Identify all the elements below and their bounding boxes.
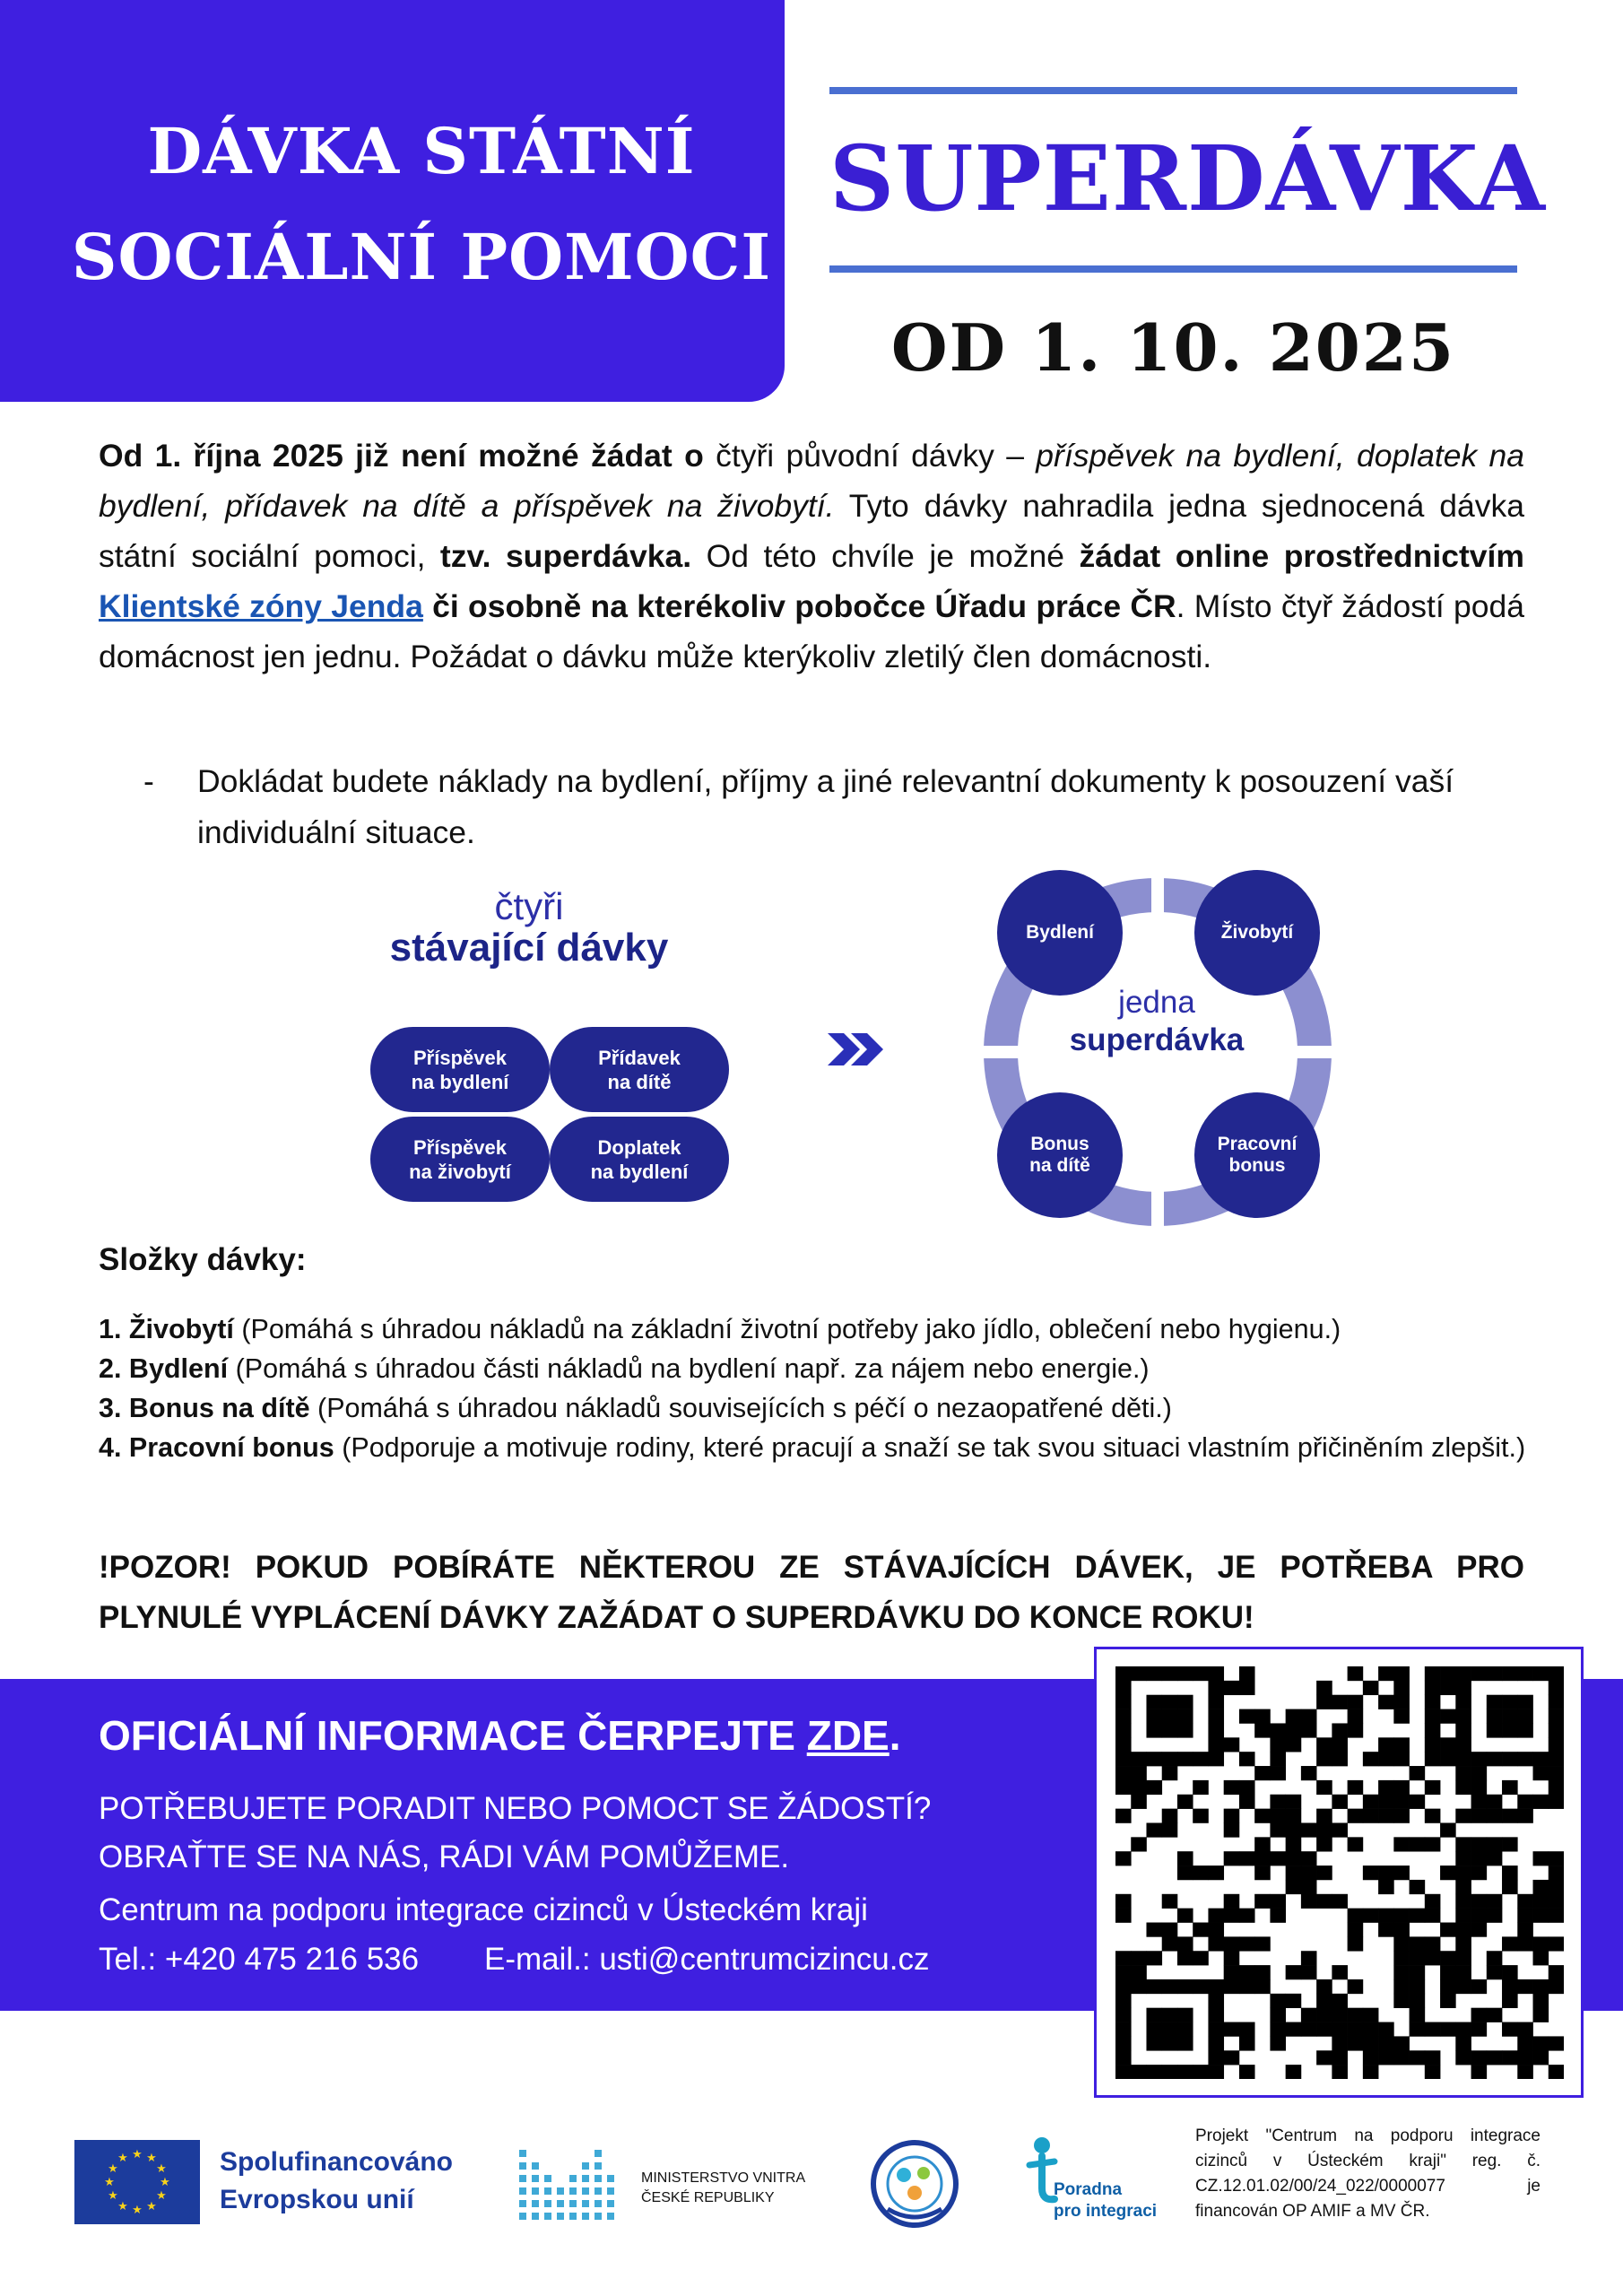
item-number: 2. [99, 1353, 122, 1384]
existing-benefits-label: stávající dávky [389, 926, 669, 970]
svg-text:★: ★ [108, 2162, 118, 2176]
item-name: Bonus na dítě [128, 1393, 310, 1423]
qr-code-icon[interactable] [1115, 1666, 1564, 2079]
ministry-logo-icon [516, 2139, 623, 2229]
need-help-text: POTŘEBUJETE PORADIT NEBO POMOCT SE ŽÁDOSTÍ? OBRAŤTE SE NA NÁS, RÁDI VÁM POMŮŽEME. [99, 1791, 932, 1874]
item-number: 3. [99, 1393, 122, 1423]
intro-paragraph [99, 430, 1524, 682]
ministry-line2: ČESKÉ REPUBLIKY [641, 2190, 775, 2205]
header-title [54, 99, 789, 310]
circle-line: Pracovní [1217, 1134, 1298, 1154]
official-info [99, 1711, 901, 1760]
list-item [99, 1388, 1533, 1428]
pill-line: Doplatek [597, 1135, 681, 1159]
ministry-line1: MINISTERSTVO VNITRA [641, 2170, 806, 2186]
circle-line: na dítě [1029, 1155, 1090, 1176]
circle-pracovni-bonus [1194, 1092, 1320, 1218]
phone-number: Tel.: +420 475 216 536 [99, 1942, 420, 1977]
bullet-dash: - [143, 763, 154, 799]
one-label: jedna [1118, 985, 1195, 1020]
centrum-cizincu-logo-icon [870, 2139, 959, 2229]
double-chevron-icon [820, 1013, 892, 1085]
svg-text:★: ★ [132, 2204, 143, 2217]
intro-bold-1: Od 1. října 2025 již není možné žádat o [99, 438, 704, 474]
pill-prispevek-zivobyti [370, 1117, 550, 1202]
pill-line: Příspěvek [413, 1046, 507, 1069]
svg-text:★: ★ [104, 2176, 115, 2189]
eu-line2: Evropskou unií [220, 2185, 414, 2214]
list-item [99, 1349, 1533, 1388]
bottom-divider [829, 265, 1517, 273]
eu-flag-icon [74, 2140, 200, 2224]
superdavka-label: superdávka [1069, 1022, 1245, 1057]
klientska-zona-link[interactable]: Klientské zóny Jenda [99, 588, 423, 624]
item-name: Bydlení [128, 1353, 229, 1384]
ministry-text [641, 2169, 805, 2208]
svg-text:★: ★ [156, 2189, 167, 2203]
circle-line: Bydlení [1026, 922, 1094, 943]
official-suffix: . [889, 1712, 901, 1759]
intro-bold-7: žádat online prostřednictvím [1079, 538, 1524, 574]
svg-text:★: ★ [108, 2189, 118, 2203]
svg-text:★: ★ [156, 2162, 167, 2176]
item-desc: (Pomáhá s úhradou nákladů souvisejících s péčí o nezaopatřené děti.) [309, 1393, 1172, 1423]
item-desc: (Pomáhá s úhradou části nákladů na bydlení např. za nájem nebo energie.) [228, 1353, 1150, 1384]
pill-line: na bydlení [411, 1070, 509, 1093]
svg-text:★: ★ [132, 2148, 143, 2161]
superdavka-heading: SUPERDÁVKA [829, 126, 1547, 231]
components-list [99, 1309, 1533, 1467]
svg-text:★: ★ [146, 2200, 157, 2213]
top-divider [829, 87, 1517, 94]
item-number: 4. [99, 1432, 122, 1463]
eu-cofinanced-text [220, 2144, 453, 2219]
item-number: 1. [99, 1314, 122, 1344]
bullet-text: Dokládat budete náklady na bydlení, příjmy a jiné relevantní dokumenty k posouzení vaší individuální situace. [197, 763, 1454, 850]
item-name: Pracovní bonus [128, 1432, 334, 1463]
svg-text:★: ★ [146, 2152, 157, 2165]
project-note: Projekt "Centrum na podporu integrace cizinců v Ústeckém kraji" reg. č. CZ.12.01.02/00/24_022/0000077 je financován OP AMIF a MV ČR. [1195, 2126, 1541, 2221]
pill-line: na bydlení [590, 1160, 689, 1183]
pill-prispevek-bydleni [370, 1027, 550, 1112]
circle-bonus-dite [997, 1092, 1123, 1218]
components-heading: Složky dávky: [99, 1242, 307, 1277]
effective-date: OD 1. 10. 2025 [890, 309, 1456, 386]
pill-line: na dítě [607, 1070, 672, 1093]
item-desc: (Podporuje a motivuje rodiny, které pracují a snaží se tak svou situaci vlastním přičiněním zlepšit.) [334, 1432, 1526, 1463]
pill-doplatek-bydleni [550, 1117, 729, 1202]
warning-notice: !POZOR! POKUD POBÍRÁTE NĚKTEROU ZE STÁVAJÍCÍCH DÁVEK, JE POTŘEBA PRO PLYNULÉ VYPLÁCENÍ DÁVKY ZAŽÁDAT O SUPERDÁVKU DO KONCE ROKU! [99, 1550, 1524, 1635]
header-title-line2: SOCIÁLNÍ POMOCI [71, 220, 772, 294]
svg-text:★: ★ [160, 2176, 170, 2189]
poradna-line2: pro integraci [1054, 2202, 1158, 2221]
svg-text:★: ★ [117, 2152, 128, 2165]
list-item [99, 1309, 1533, 1349]
intro-text-4: Tyto dávky nahradila jedna sjednocená dávka státní sociální pomoci, [99, 488, 1524, 574]
pill-line: Příspěvek [413, 1135, 507, 1159]
intro-italic-benefits: příspěvek na bydlení, doplatek na bydlení, přídavek na dítě a příspěvek na živobytí. [99, 438, 1525, 524]
eu-line1: Spolufinancováno [220, 2147, 454, 2177]
circle-line: bonus [1228, 1155, 1286, 1176]
intro-text-6: Od této chvíle je možné [691, 538, 1080, 574]
official-info-link[interactable]: ZDE [806, 1712, 890, 1759]
list-item [99, 1428, 1533, 1467]
intro-bold-8: či osobně na kterékoliv pobočce Úřadu práce ČR [422, 588, 1176, 624]
item-desc: (Pomáhá s úhradou nákladů na základní životní potřeby jako jídlo, oblečení nebo hygienu.) [233, 1314, 1341, 1344]
item-name: Živobytí [128, 1314, 234, 1344]
pill-pridavek-dite [550, 1027, 729, 1112]
svg-text:★: ★ [117, 2200, 128, 2213]
pill-line: Přídavek [598, 1046, 681, 1069]
intro-bold-5: tzv. superdávka. [439, 538, 692, 574]
centrum-name: Centrum na podporu integrace cizinců v Ústeckém kraji [99, 1892, 868, 1927]
circle-bydleni [997, 870, 1123, 996]
header-title-line1: DÁVKA STÁTNÍ [147, 114, 696, 188]
four-label: čtyři [494, 885, 564, 927]
email-address[interactable]: E-mail.: usti@centrumcizincu.cz [484, 1942, 930, 1977]
circle-line: Živobytí [1220, 922, 1294, 943]
circle-line: Bonus [1030, 1134, 1089, 1154]
poradna-line1: Poradna [1054, 2180, 1123, 2199]
intro-text-2: čtyři původní dávky – [703, 438, 1037, 474]
pill-line: na živobytí [409, 1160, 511, 1183]
official-prefix: OFICIÁLNÍ INFORMACE ČERPEJTE [99, 1712, 807, 1759]
circle-zivobyti [1194, 870, 1320, 996]
intro-text-9: . Místo čtyř žádostí podá domácnost jen jednu. Požádat o dávku může kterýkoliv zletilý člen domácnosti. [99, 588, 1524, 674]
poradna-text [1054, 2179, 1157, 2222]
